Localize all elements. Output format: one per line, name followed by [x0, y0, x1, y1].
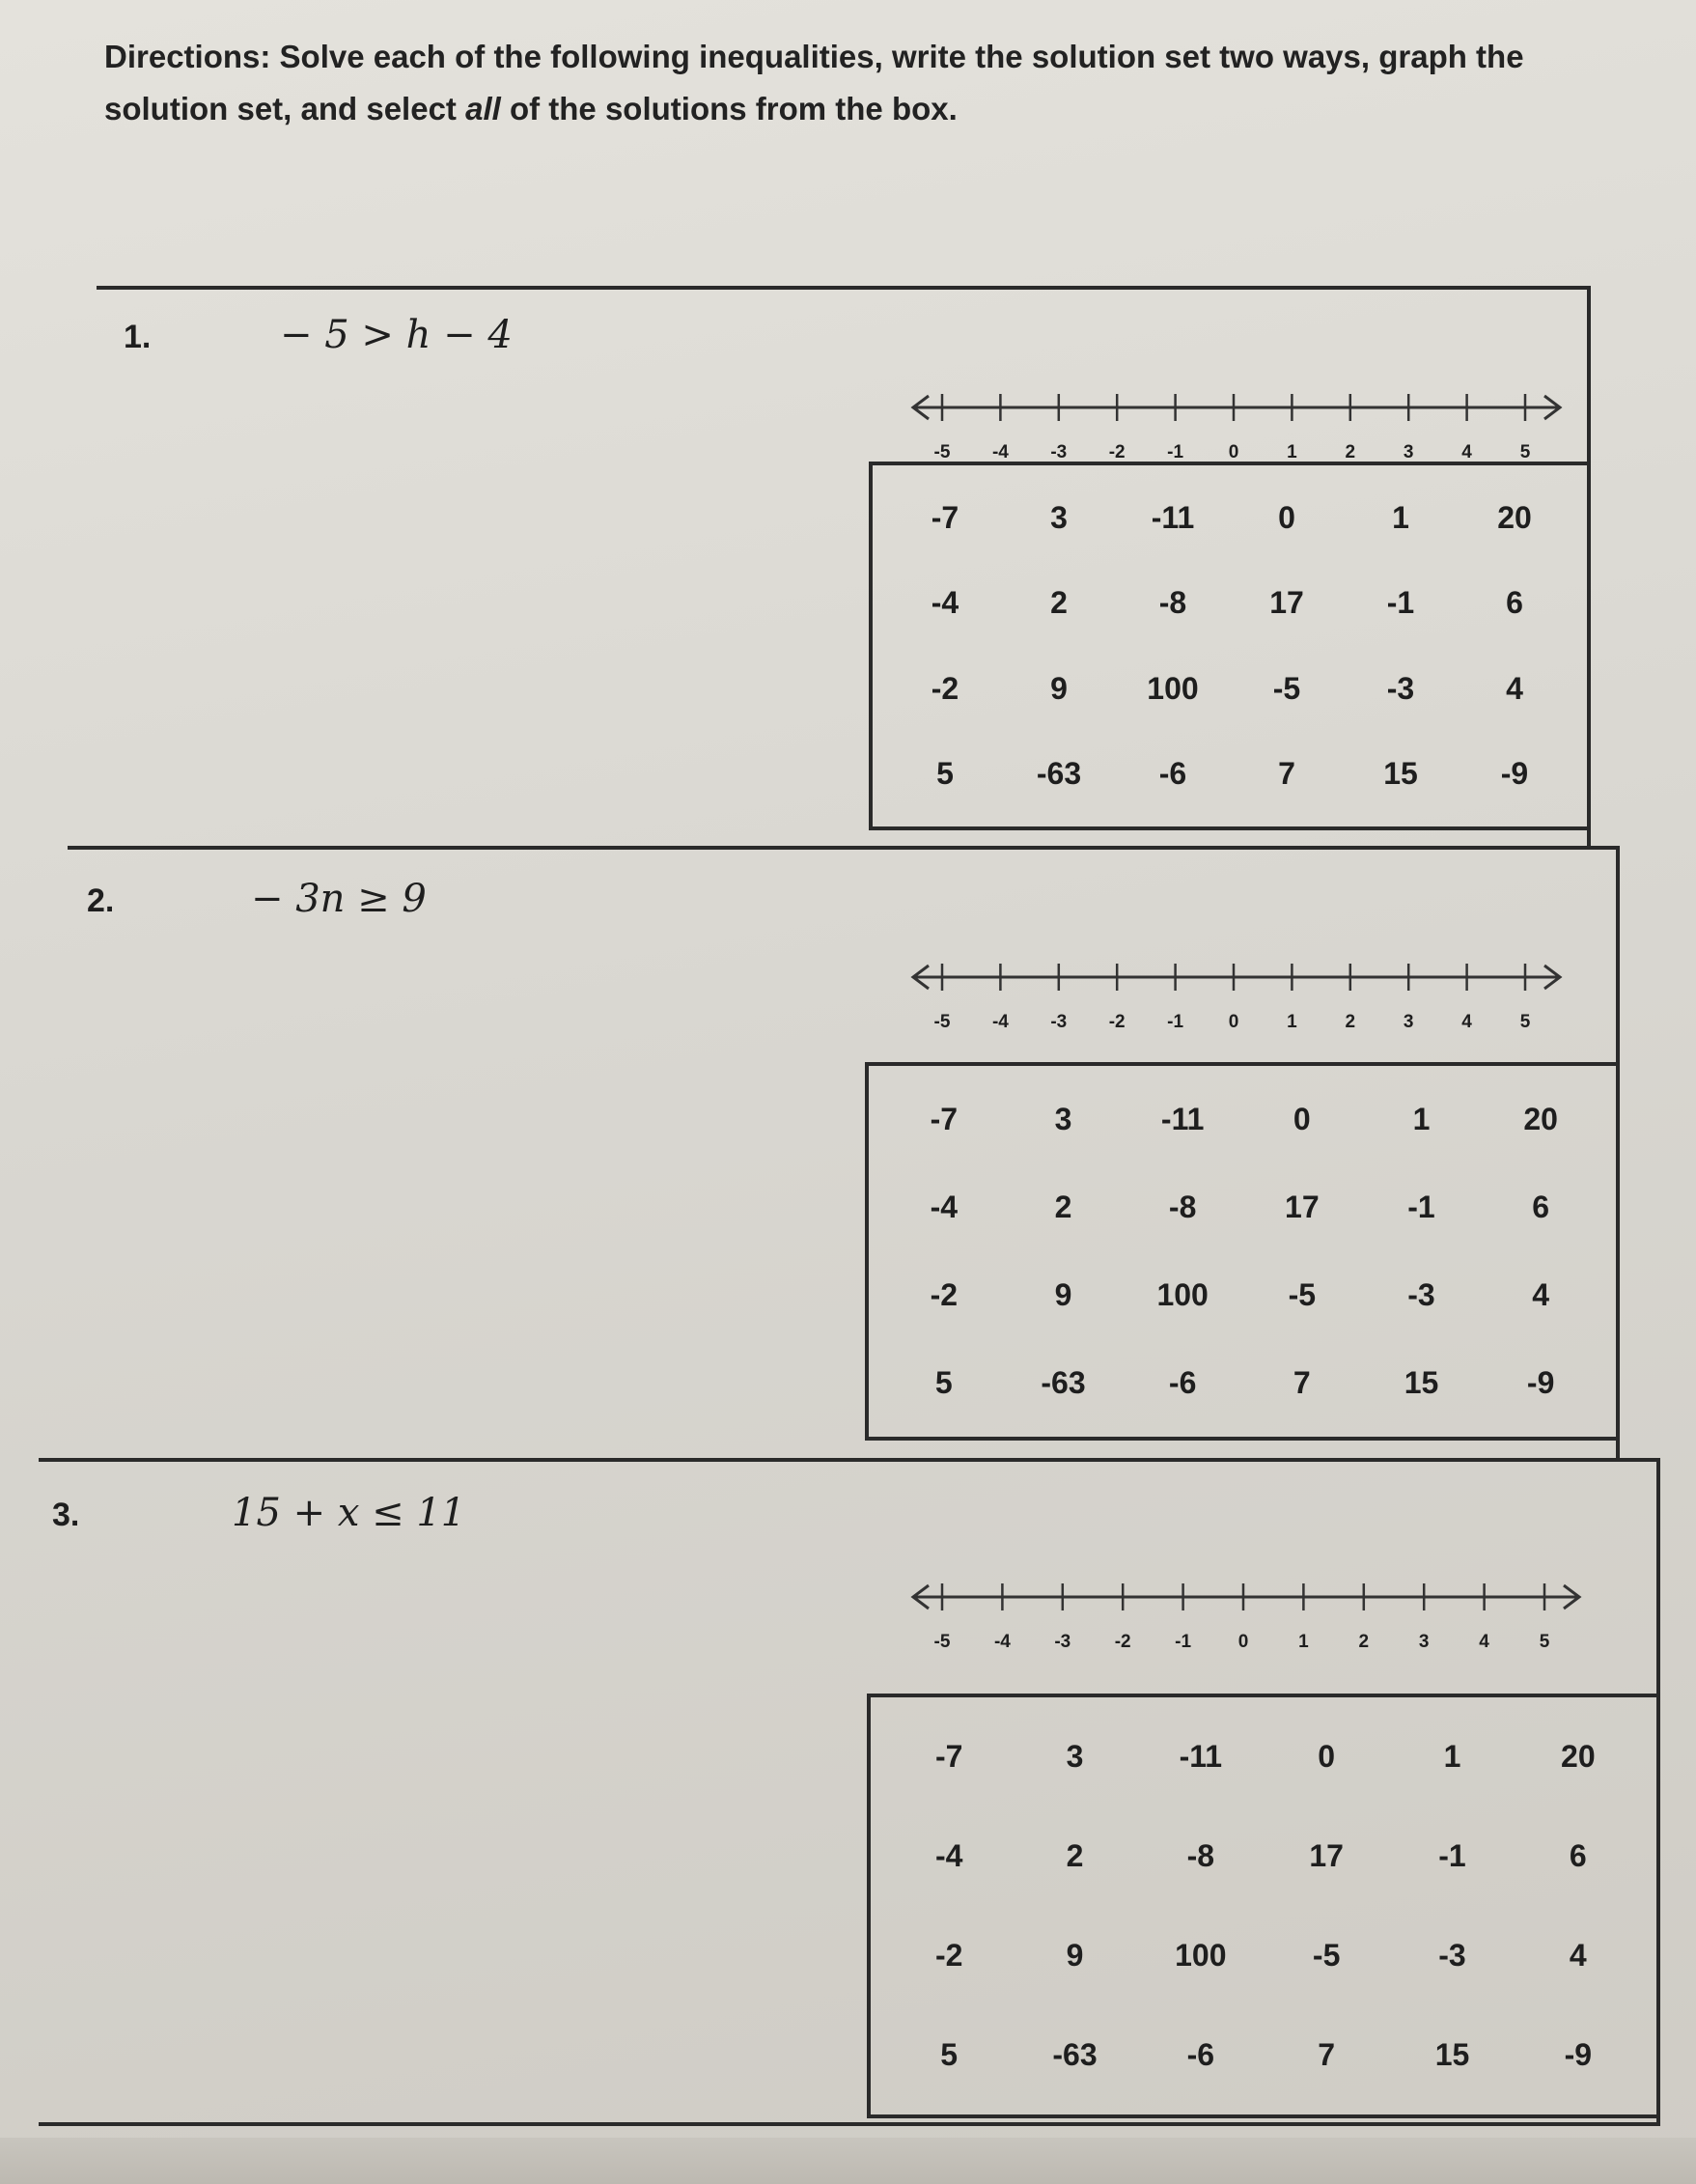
answer-choice[interactable]: -6 — [1186, 2037, 1215, 2072]
answer-choice[interactable]: 5 — [940, 2037, 959, 2072]
answer-choice[interactable]: -6 — [1158, 756, 1187, 792]
answer-choice[interactable]: -1 — [1386, 585, 1415, 621]
problem-1-inequality: − 5 > h − 4 — [280, 313, 513, 357]
answer-choice[interactable]: 6 — [1532, 1190, 1550, 1224]
directions-emphasis: all — [465, 91, 501, 126]
answer-choice[interactable]: 15 — [1434, 2037, 1470, 2072]
number-line-tick-label: 4 — [1461, 1012, 1472, 1032]
problem-3-number-line[interactable] — [898, 1568, 1593, 1655]
answer-choice[interactable]: -4 — [930, 1190, 959, 1224]
answer-choice[interactable]: 20 — [1497, 499, 1532, 535]
problem-1-number-line[interactable] — [898, 378, 1573, 465]
number-line-tick-label: 1 — [1287, 1012, 1297, 1032]
number-line-tick-label: -1 — [1167, 442, 1184, 462]
directions-text — [104, 31, 1571, 135]
directions-part1: Directions: Solve each of the following inequalities, write the solution set two ways, graph the solution set, and select — [104, 39, 1524, 126]
answer-choice[interactable]: 100 — [1147, 670, 1199, 706]
problem-1-answer-box — [869, 462, 1591, 830]
answer-choice[interactable]: -1 — [1438, 1838, 1466, 1873]
answer-choice[interactable]: 20 — [1561, 1739, 1596, 1774]
problem-3-answer-box — [867, 1694, 1660, 2118]
answer-choice[interactable]: 9 — [1054, 1277, 1072, 1312]
answer-choice[interactable]: -8 — [1186, 1838, 1215, 1873]
directions-part2: of the solutions from the box. — [500, 91, 958, 126]
number-line-tick-label: 3 — [1403, 1012, 1414, 1032]
problem-3-answer-grid — [886, 1707, 1641, 2105]
answer-choice[interactable]: 17 — [1269, 585, 1304, 621]
number-line-tick-label: -4 — [991, 442, 1009, 462]
number-line-tick-label: 2 — [1358, 1632, 1370, 1652]
answer-choice[interactable]: -5 — [1272, 670, 1301, 706]
answer-choice[interactable]: -7 — [931, 499, 959, 535]
answer-choice[interactable]: 17 — [1285, 1190, 1320, 1224]
answer-choice[interactable]: 2 — [1050, 585, 1068, 621]
number-line-tick-label: -1 — [1175, 1632, 1192, 1652]
answer-choice[interactable]: 4 — [1506, 670, 1523, 706]
number-line-tick-label: -4 — [991, 1012, 1009, 1032]
answer-choice[interactable]: 4 — [1532, 1277, 1550, 1312]
number-line-tick-label: -3 — [1054, 1632, 1071, 1652]
number-line-tick-label: -3 — [1050, 442, 1068, 462]
number-line-tick-label: 4 — [1479, 1632, 1489, 1652]
answer-choice[interactable]: 0 — [1318, 1739, 1336, 1774]
answer-choice[interactable]: -7 — [930, 1102, 959, 1136]
number-line-tick-label: -1 — [1167, 1012, 1184, 1032]
answer-choice[interactable]: -63 — [1041, 1365, 1086, 1400]
number-line-tick-label: -5 — [933, 1012, 951, 1032]
answer-choice[interactable]: 6 — [1506, 585, 1523, 621]
answer-choice[interactable]: -8 — [1158, 585, 1187, 621]
desk-surface — [0, 2138, 1696, 2184]
number-line-tick-label: -4 — [993, 1632, 1011, 1652]
problem-1-box — [97, 286, 1591, 846]
number-line-tick-label: 1 — [1287, 442, 1297, 462]
number-line-tick-label: -2 — [1108, 442, 1126, 462]
answer-choice[interactable]: -2 — [931, 670, 959, 706]
answer-choice[interactable]: -6 — [1168, 1365, 1197, 1400]
number-line-tick-label: 3 — [1418, 1632, 1430, 1652]
answer-choice[interactable]: 2 — [1066, 1838, 1084, 1873]
answer-choice[interactable]: -9 — [1526, 1365, 1555, 1400]
number-line-tick-label: 1 — [1298, 1632, 1309, 1652]
number-line-tick-label: -2 — [1108, 1012, 1126, 1032]
answer-choice[interactable]: -3 — [1386, 670, 1415, 706]
problem-1-answer-grid — [888, 475, 1571, 817]
problem-3-number: 3. — [52, 1497, 80, 1533]
answer-choice[interactable]: 4 — [1569, 1938, 1587, 1973]
answer-choice[interactable]: -7 — [934, 1739, 963, 1774]
answer-choice[interactable]: -3 — [1407, 1277, 1435, 1312]
answer-choice[interactable]: 1 — [1443, 1739, 1461, 1774]
answer-choice[interactable]: 1 — [1392, 499, 1409, 535]
answer-choice[interactable]: 100 — [1175, 1938, 1227, 1973]
answer-choice[interactable]: -3 — [1438, 1938, 1466, 1973]
answer-choice[interactable]: 6 — [1569, 1838, 1587, 1873]
answer-choice[interactable]: 3 — [1050, 499, 1068, 535]
number-line-tick-label: 5 — [1519, 1012, 1531, 1032]
answer-choice[interactable]: 9 — [1050, 670, 1068, 706]
number-line-tick-label: 4 — [1461, 442, 1472, 462]
problem-2-answer-box — [865, 1062, 1620, 1441]
answer-choice[interactable]: 7 — [1318, 2037, 1336, 2072]
answer-choice[interactable]: 3 — [1066, 1739, 1084, 1774]
number-line-tick-label: 2 — [1345, 442, 1356, 462]
answer-choice[interactable]: -9 — [1564, 2037, 1593, 2072]
answer-choice[interactable]: -2 — [934, 1938, 963, 1973]
answer-choice[interactable]: -4 — [934, 1838, 963, 1873]
answer-choice[interactable]: -4 — [931, 585, 959, 621]
answer-choice[interactable]: 0 — [1278, 499, 1295, 535]
number-line-tick-label: -2 — [1114, 1632, 1131, 1652]
answer-choice[interactable]: -63 — [1036, 756, 1082, 792]
problem-2-answer-grid — [884, 1076, 1600, 1427]
problem-1-number: 1. — [124, 319, 152, 355]
number-line-tick-label: 0 — [1228, 1012, 1239, 1032]
answer-choice[interactable]: 15 — [1404, 1365, 1439, 1400]
number-line-tick-label: -5 — [933, 1632, 951, 1652]
answer-choice[interactable]: 15 — [1383, 756, 1418, 792]
number-line-tick-label: 5 — [1539, 1632, 1550, 1652]
answer-choice[interactable]: -5 — [1312, 1938, 1341, 1973]
answer-choice[interactable]: 3 — [1054, 1102, 1072, 1136]
answer-choice[interactable]: -5 — [1288, 1277, 1317, 1312]
answer-choice[interactable]: 100 — [1156, 1277, 1209, 1312]
answer-choice[interactable]: 2 — [1054, 1190, 1072, 1224]
number-line-tick-label: 0 — [1237, 1632, 1249, 1652]
number-line-tick-label: 2 — [1345, 1012, 1356, 1032]
answer-choice[interactable]: 1 — [1412, 1102, 1431, 1136]
problem-3-box — [39, 1458, 1660, 2126]
answer-choice[interactable]: -1 — [1407, 1190, 1435, 1224]
answer-choice[interactable]: 7 — [1278, 756, 1295, 792]
number-line-tick-label: 0 — [1228, 442, 1239, 462]
answer-choice[interactable]: 5 — [934, 1365, 953, 1400]
answer-choice[interactable]: -11 — [1160, 1102, 1205, 1136]
problem-3-inequality: 15 + x ≤ 11 — [232, 1491, 466, 1535]
answer-choice[interactable]: 9 — [1066, 1938, 1084, 1973]
number-line-tick-label: 5 — [1519, 442, 1531, 462]
answer-choice[interactable]: -11 — [1179, 1739, 1223, 1774]
answer-choice[interactable]: 20 — [1523, 1102, 1558, 1136]
answer-choice[interactable]: -11 — [1151, 499, 1195, 535]
answer-choice[interactable]: 7 — [1293, 1365, 1311, 1400]
problem-2-inequality: − 3n ≥ 9 — [251, 877, 427, 921]
answer-choice[interactable]: -63 — [1052, 2037, 1098, 2072]
answer-choice[interactable]: -8 — [1168, 1190, 1197, 1224]
answer-choice[interactable]: -2 — [930, 1277, 959, 1312]
number-line-tick-label: 3 — [1403, 442, 1414, 462]
answer-choice[interactable]: -9 — [1500, 756, 1529, 792]
problem-2-number-line[interactable] — [898, 948, 1573, 1035]
problem-2-box — [68, 846, 1620, 1458]
number-line-tick-label: -5 — [933, 442, 951, 462]
answer-choice[interactable]: 17 — [1309, 1838, 1344, 1873]
number-line-tick-label: -3 — [1050, 1012, 1068, 1032]
answer-choice[interactable]: 0 — [1293, 1102, 1311, 1136]
answer-choice[interactable]: 5 — [936, 756, 954, 792]
problem-2-number: 2. — [87, 882, 115, 919]
